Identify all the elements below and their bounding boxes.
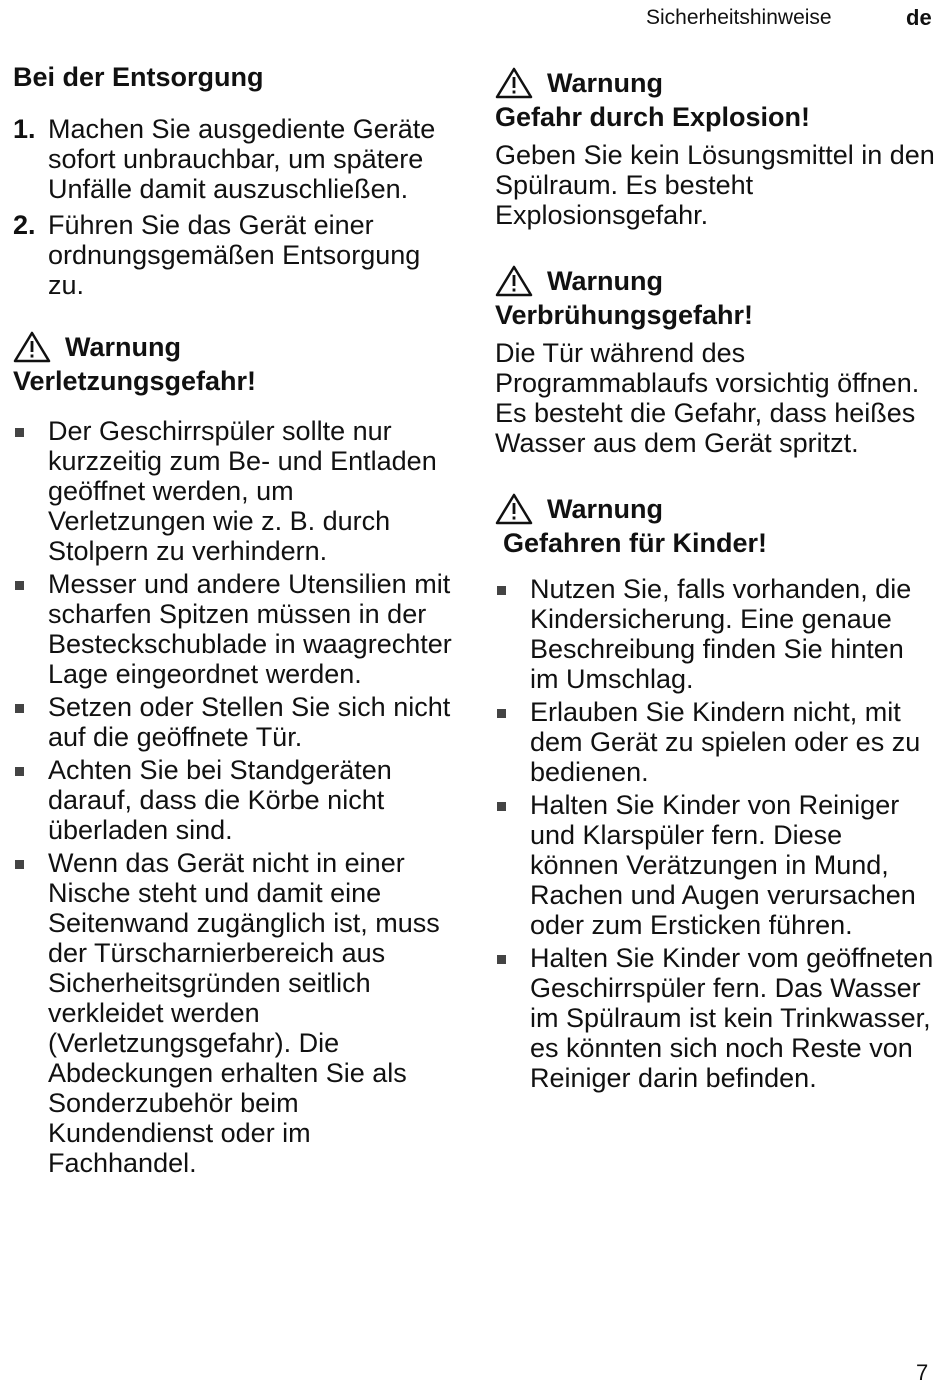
warning-triangle-icon <box>495 493 533 525</box>
list-item-text: Achten Sie bei Standgeräten darauf, dass die Körbe nicht überladen sind. <box>48 755 392 845</box>
page-header-section: Sicherheitshinweise <box>646 6 832 29</box>
warning-heading <box>13 330 453 364</box>
list-item <box>495 790 935 940</box>
step-text: Machen Sie ausgediente Geräte sofort unbrauchbar, um spätere Unfälle damit auszuschließen. <box>48 114 436 204</box>
warning-label: Warnung <box>547 68 663 98</box>
list-item <box>13 210 453 300</box>
list-item-text: Setzen oder Stellen Sie sich nicht auf die geöffnete Tür. <box>48 692 451 752</box>
list-item <box>495 697 935 787</box>
warning-text: Die Tür während des Programmablaufs vorsichtig öffnen. Es besteht die Gefahr, dass heißes Wasser aus dem Gerät spritzt. <box>495 338 920 458</box>
warning-title: Verbrühungsgefahr! <box>495 300 754 330</box>
disposal-steps <box>13 114 453 300</box>
warning-title: Verletzungsgefahr! <box>13 366 257 396</box>
warning-heading <box>495 264 935 298</box>
warning-heading <box>495 492 935 526</box>
list-item <box>13 416 453 566</box>
step-number: 2. <box>13 210 36 240</box>
list-item-text: Messer und andere Utensilien mit scharfen Spitzen müssen in der Besteckschublade in waagrechter Lage eingeordnet werden. <box>48 569 452 689</box>
warning-title: Gefahr durch Explosion! <box>495 102 811 132</box>
list-item-text: Halten Sie Kinder von Reiniger und Klarspüler fern. Diese können Verätzungen in Mund, Rachen und Augen verursachen oder zum Ersticken führen. <box>530 790 916 940</box>
bullet-square-icon <box>15 860 24 869</box>
warning-label: Warnung <box>547 266 663 296</box>
injury-warning-list <box>13 416 453 1178</box>
bullet-square-icon <box>497 586 506 595</box>
warning-text: Geben Sie kein Lösungsmittel in den Spülraum. Es besteht Explosionsgefahr. <box>495 140 935 230</box>
warning-triangle-icon <box>495 67 533 99</box>
bullet-square-icon <box>497 802 506 811</box>
list-item-text: Wenn das Gerät nicht in einer Nische steht und damit eine Seitenwand zugänglich ist, muss der Türscharnierbereich aus Sicherheitsgründen seitlich verkleidet werden (Verletzungsgefahr). Die Abdeckungen erhalten Sie als Sonderzubehör beim Kundendienst oder im Fachhandel. <box>48 848 440 1178</box>
bullet-square-icon <box>15 581 24 590</box>
step-text: Führen Sie das Gerät einer ordnungsgemäßen Entsorgung zu. <box>48 210 421 300</box>
page-header-language: de <box>906 5 932 30</box>
list-item <box>13 569 453 689</box>
warning-triangle-icon <box>495 265 533 297</box>
list-item <box>13 692 453 752</box>
bullet-square-icon <box>15 704 24 713</box>
right-column <box>495 60 935 1096</box>
warning-label: Warnung <box>65 332 181 362</box>
page-number: 7 <box>916 1360 929 1385</box>
bullet-square-icon <box>497 709 506 718</box>
step-number: 1. <box>13 114 36 144</box>
list-item <box>495 574 935 694</box>
list-item-text: Der Geschirrspüler sollte nur kurzzeitig zum Be- und Entladen geöffnet werden, um Verletzungen wie z. B. durch Stolpern zu verhindern. <box>48 416 437 566</box>
section-heading-disposal: Bei der Entsorgung <box>13 62 264 92</box>
bullet-square-icon <box>497 955 506 964</box>
left-column <box>13 60 453 1181</box>
children-warning-list <box>495 574 935 1093</box>
list-item-text: Halten Sie Kinder vom geöffneten Geschirrspüler fern. Das Wasser im Spülraum ist kein Trinkwasser, es könnten sich noch Reste von Reiniger darin befinden. <box>530 943 934 1093</box>
list-item-text: Nutzen Sie, falls vorhanden, die Kindersicherung. Eine genaue Beschreibung finden Sie hinten im Umschlag. <box>530 574 912 694</box>
list-item-text: Erlauben Sie Kindern nicht, mit dem Gerät zu spielen oder es zu bedienen. <box>530 697 921 787</box>
warning-title: Gefahren für Kinder! <box>503 528 768 558</box>
warning-triangle-icon <box>13 331 51 363</box>
list-item <box>13 848 453 1178</box>
bullet-square-icon <box>15 767 24 776</box>
warning-label: Warnung <box>547 494 663 524</box>
list-item <box>495 943 935 1093</box>
bullet-square-icon <box>15 428 24 437</box>
list-item <box>13 114 453 204</box>
list-item <box>13 755 453 845</box>
warning-heading <box>495 66 935 100</box>
